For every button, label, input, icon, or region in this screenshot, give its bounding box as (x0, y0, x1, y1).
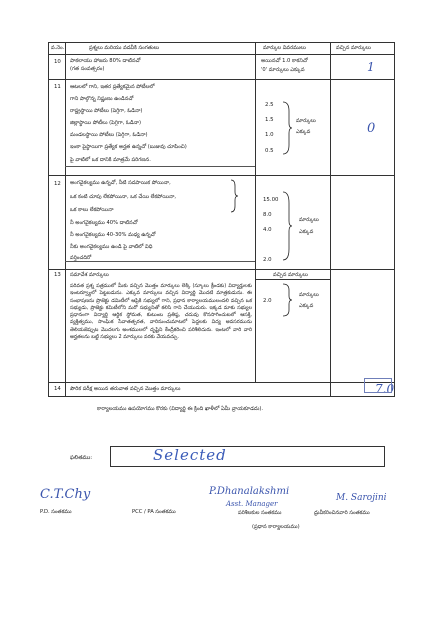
examiner-signature: P.Dhanalakshmi (209, 486, 290, 497)
section-body: పరివత ప్రశ్న పత్రములో మీకు వచ్చిన మొత్తం మార్కులు లెక్కి (స్కూలు క్రీండకు) విద్యార్హులకు ఇంటర్వ్యూలో పెట్టబడును. ఎక్కువ మార్కులు వచ్చిన విద్యార్థి మొదటి మాత్రకుడును. ఈ సంభాషణను ప్రొజెక్టు డమిటీలో ఆఫ్రికి సభ్యులో గాని, ప్రధాన కార్యాలయములందలి వచ్చిన ఒక సభ్యుడు, ప్రొజెక్టు కమిటీలోని మరో సభ్యునితో కలిసి గాని చేయుదురు. ఇక్కడ మాకు సభ్యుల ప్రధానంగా విద్యార్థి ఆర్థిక స్థోమత, కుటుంబ ప్రతిష్ఠ, చదువు కొనసాగించుటలో ఆసక్తి, వ్యక్తిత్వము, సాంఘిక సేవాతత్పరత, వారినుంచుమాటలో పెద్దలకు విద్య అవసరమును తెలియజెప్పుట మొదలగు అంశములలో దృష్టిని కేంద్రీకరించి పరిశీలిదురు. ఇంటలో వారి వారి అర్హతలను బట్టి సభ్యులు 2 మార్కులు వరకు వేయవచ్చు. (70, 283, 252, 340)
question-line: ఒక కాలు లేకపోయినా (70, 207, 114, 213)
pd-label: P.D. సంతకము (40, 509, 72, 515)
question-line: వర్తించదిరో (70, 255, 92, 261)
result-value: Selected (153, 446, 227, 464)
row-number: 11 (54, 84, 61, 90)
row-divider (49, 79, 394, 80)
marks-side-label: ఎక్కువ (299, 229, 314, 235)
brace-icon (229, 179, 239, 213)
question-line: అంగవైకల్యము ఉన్నచో, నీటి సదపాయిక పోయినా, (70, 180, 171, 186)
question-line: మండలస్థాయి పోటీలు (పెగ్గిగా, ఓడినా) (70, 132, 148, 138)
marks-side-label: మార్కులు (296, 118, 316, 124)
question-line: ఆటలలో గాని, ఇతర ప్రత్యేకమైన పోటీలలో (70, 84, 155, 90)
pcc-label: PCC / PA సంతకము (132, 509, 176, 515)
total-box (364, 378, 392, 393)
section-title: సమావేశ మార్కులు (70, 272, 109, 278)
underline (65, 166, 255, 167)
marks-side-label: ఎక్కువ (296, 129, 311, 135)
row-number: 10 (54, 59, 61, 65)
header-question: ప్రశ్నలు మరియు వదవీకి సంగతులు (89, 45, 160, 51)
brace-icon (281, 101, 293, 155)
row-divider (49, 175, 394, 176)
question-line: పై వాటిలో ఒక దానికి మాత్రమే పరిగణన. (70, 157, 151, 163)
question-line: రాష్ట్రస్థాయి పోటీలు (పెగ్గిగా, ఓడినా) (70, 108, 143, 114)
marks-value: 2.0 (263, 257, 272, 263)
row-number: 14 (54, 386, 61, 392)
header-marks-details: మార్కుల వివరములు (263, 45, 306, 51)
total-mark: 7.0 (375, 382, 395, 396)
row-divider (255, 279, 330, 280)
row-divider (49, 269, 394, 270)
marks-value: 1.5 (265, 117, 274, 123)
brace-icon (281, 283, 293, 317)
underline (65, 261, 255, 262)
marks-value: 4.0 (263, 227, 272, 233)
marks-value: 15.00 (263, 197, 279, 203)
marks-subheader: వచ్చిన మార్కులు (273, 272, 308, 278)
approver-signature: M. Sarojini (336, 493, 387, 503)
question-line: ఒక కంటి చూపు లేకపోయినా, ఒక చేయి లేకపోయినా, (70, 194, 177, 200)
marks-line: అయినచో 1.0 కాకనిచో (261, 58, 308, 64)
marks-value: 2.5 (265, 102, 274, 108)
row-number: 13 (54, 272, 61, 278)
col-divider (330, 43, 331, 396)
row-number: 12 (54, 181, 61, 187)
office-note: కార్యాలయము ఉపయోగము కొరకు (విద్యార్థి ఈ క్రింది ఖాళీలో ఏమీ వ్రాయకూడదు). (97, 406, 264, 412)
examiner-designation: Asst. Manager (226, 500, 278, 508)
pd-signature: C.T.Chy (40, 487, 91, 502)
col-divider (65, 43, 66, 396)
result-label: ఫలితము: (70, 455, 93, 461)
marks-table (48, 42, 395, 397)
question-line: గాని పాల్గొన్న నిష్ణుణు ఉండినచో (70, 96, 134, 102)
question-line: నీకు అంగవైకల్యము ఉండి పై వాటిలో విధి (70, 244, 153, 250)
head-office-label: (ప్రధాన కార్యాలయము) (252, 524, 300, 530)
given-mark: 1 (367, 60, 375, 74)
question-line: పాకలాయు హాజరు 80% దాటినచో (70, 58, 141, 64)
brace-icon (281, 191, 293, 261)
header-marks-given: వచ్చిన మార్కులు (336, 45, 371, 51)
question-line: నీ అంగవైకల్యము 40% దాటినచో (70, 220, 138, 226)
question-line: జిల్లాస్థాయి పోటీలు (పెగ్గిగా, ఓడినా) (70, 120, 141, 126)
header-sno: వ.నెం. (51, 45, 65, 51)
examiner-label: పరిశీలకుల సంతకము (238, 510, 282, 516)
approver-label: ధ్రువీకరించినవారి సంతకము (314, 510, 370, 516)
row-divider (49, 382, 394, 383)
question-line: ఇంకా పైస్థాయిగా ప్రత్యేక అర్హత ఉన్నచో (బుజువు చూపించి) (70, 144, 187, 150)
marks-value: 2.0 (263, 298, 272, 304)
row-divider (49, 54, 394, 55)
question-line: (గత సంవత్సరం) (70, 66, 105, 72)
result-box (110, 446, 385, 467)
question-line: పౌరిక పరీక్ష అయిన తరువాత వచ్చిన మొత్తం మార్కులు (70, 386, 181, 392)
marks-side-label: మార్కులు (299, 292, 319, 298)
marks-value: 1.0 (265, 132, 274, 138)
col-divider (255, 43, 256, 382)
question-line: నీ అంగవైకల్యము 40-30% మధ్య ఉన్నచో (70, 232, 156, 238)
given-mark: 0 (367, 121, 376, 136)
marks-line: '0' మార్కులు ఎక్కువ (261, 67, 305, 73)
marks-side-label: ఎక్కువ (299, 303, 314, 309)
marks-side-label: మార్కులు (299, 217, 319, 223)
marks-value: 8.0 (263, 212, 272, 218)
marks-value: 0.5 (265, 148, 274, 154)
